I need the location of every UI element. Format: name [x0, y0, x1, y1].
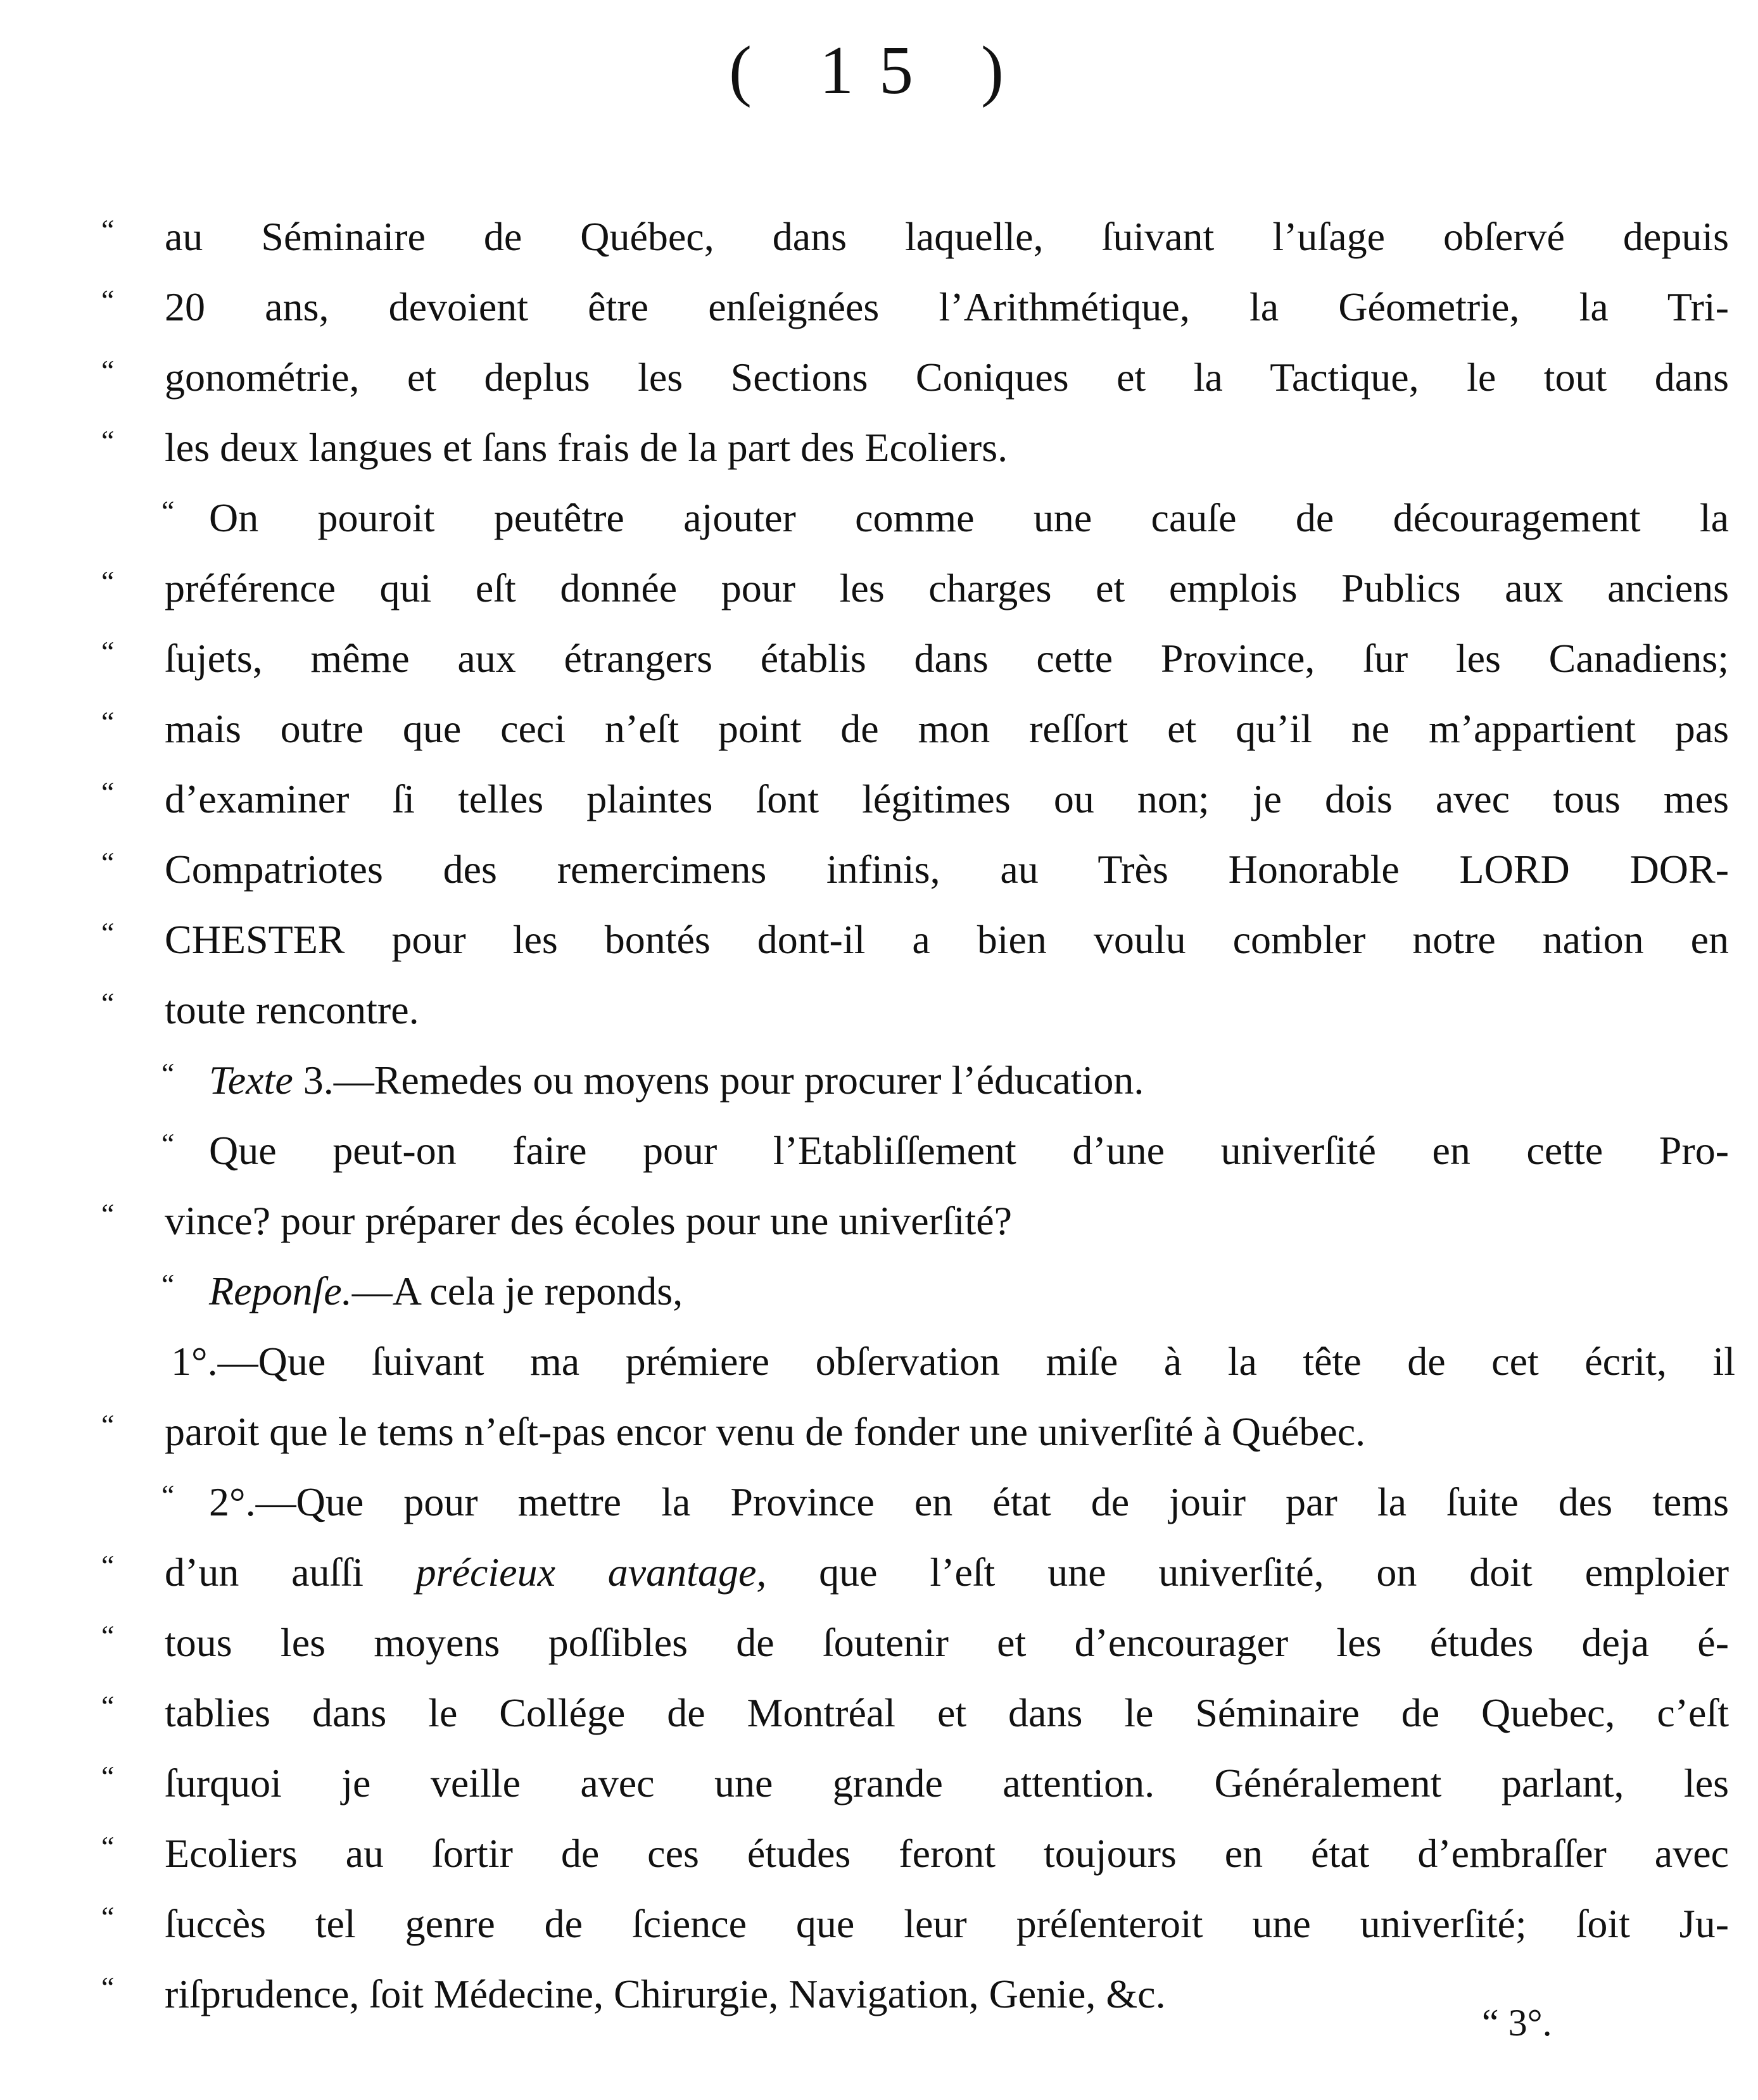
line-text: d’examiner ſi telles plaintes ſont légitimes ou non; je dois avec tous mes [165, 776, 1729, 821]
text-line [101, 834, 1729, 904]
text-line [101, 1186, 1640, 1256]
quote-mark: “ [101, 1971, 115, 2003]
line-text: les deux langues et ſans frais de la part des Ecoliers. [165, 425, 1008, 470]
text-line [101, 975, 1640, 1045]
text-line [101, 1326, 1735, 1396]
quote-mark: “ [101, 705, 115, 738]
quote-mark: “ [101, 354, 115, 386]
text-line [101, 483, 1729, 553]
text-line [101, 623, 1729, 693]
text-line [101, 764, 1729, 834]
italic-label: précieux avantage, [415, 1550, 767, 1595]
quote-mark: “ [101, 1901, 115, 1933]
line-text-rest: que l’eſt une univerſité, on doit emploier [819, 1550, 1730, 1595]
quote-mark: “ [101, 1760, 115, 1792]
quote-mark: “ [101, 424, 115, 457]
line-text: Que peut-on faire pour l’Etabliſſement d’une univerſité en cette Pro- [209, 1128, 1729, 1173]
catchword: “ 3°. [1482, 2002, 1552, 2044]
line-text: mais outre que ceci n’eſt point de mon reſſort et qu’il ne m’appartient pas [165, 706, 1729, 751]
text-line [101, 1396, 1640, 1467]
body-text [101, 201, 1735, 2029]
line-text: 2°.—Que pour mettre la Province en état de jouir par la ſuite des tems [209, 1479, 1729, 1524]
quote-mark: “ [161, 1057, 175, 1089]
line-text: au Séminaire de Québec, dans laquelle, ſuivant l’uſage obſervé depuis [165, 214, 1729, 259]
quote-mark: “ [101, 635, 115, 667]
quote-mark: “ [101, 1830, 115, 1863]
line-text: gonométrie, et deplus les Sections Coniques et la Tactique, le tout dans [165, 355, 1729, 400]
text-line [101, 412, 1640, 483]
text-line [101, 1537, 1730, 1607]
quote-mark: “ [161, 1479, 175, 1511]
quote-mark: “ [101, 1198, 115, 1230]
text-line [101, 342, 1729, 412]
quote-mark: “ [161, 1127, 175, 1160]
quote-mark: “ [101, 284, 115, 316]
italic-label: Reponſe. [209, 1268, 352, 1313]
text-line [101, 1818, 1729, 1888]
quote-mark: “ [101, 1690, 115, 1722]
quote-mark: “ [101, 1549, 115, 1581]
text-line [101, 201, 1729, 272]
quote-mark: “ [101, 916, 115, 949]
line-text: Compatriotes des remercimens infinis, au Très Honorable LORD DOR- [165, 847, 1729, 892]
line-text: paroit que le tems n’eſt-pas encor venu de fonder une univerſité à Québec. [165, 1409, 1366, 1454]
text-line [101, 272, 1729, 342]
line-text: 20 ans, devoient être enſeignées l’Arithmétique, la Géometrie, la Tri- [165, 284, 1729, 329]
line-text [209, 1045, 1729, 1115]
line-text: toute rencontre. [165, 987, 419, 1032]
quote-mark: “ [161, 1268, 175, 1300]
quote-mark: “ [101, 987, 115, 1019]
text-line [101, 1045, 1640, 1115]
text-line [101, 1115, 1729, 1186]
text-line [101, 904, 1729, 975]
quote-mark: “ [101, 213, 115, 246]
line-text-rest: 3.—Remedes ou moyens pour procurer l’éducation. [303, 1058, 1144, 1103]
line-text: Ecoliers au ſortir de ces études feront toujours en état d’embraſſer avec [165, 1831, 1729, 1876]
line-text: 1°.—Que ſuivant ma prémiere obſervation miſe à la tête de cet écrit, il [171, 1339, 1735, 1384]
text-line [101, 1256, 1640, 1326]
quote-mark: “ [101, 1619, 115, 1652]
quote-mark: “ [101, 846, 115, 878]
line-text: ſujets, même aux étrangers établis dans cette Province, ſur les Canadiens; [165, 636, 1729, 681]
quote-mark: “ [161, 495, 175, 527]
page-number: ( 15 ) [729, 33, 1029, 108]
line-text: tous les moyens poſſibles de ſoutenir et d’encourager les études deja é- [165, 1620, 1729, 1665]
line-text [165, 1537, 1729, 1607]
quote-mark: “ [101, 1408, 115, 1441]
text-line [101, 1467, 1729, 1537]
line-text-rest: —A cela je reponds, [351, 1268, 683, 1313]
line-text: tablies dans le Collége de Montréal et dans le Séminaire de Quebec, c’eſt [165, 1690, 1729, 1735]
italic-label: Texte [209, 1058, 293, 1103]
text-line [101, 553, 1729, 623]
text-line [101, 693, 1729, 764]
text-line [101, 1678, 1729, 1748]
text-line [101, 1888, 1729, 1959]
text-line [101, 1959, 1640, 2029]
text-line [101, 1607, 1729, 1678]
quote-mark: “ [101, 776, 115, 808]
quote-mark: “ [101, 565, 115, 597]
line-text [209, 1256, 1729, 1326]
line-text: ſuccès tel genre de ſcience que leur préſenteroit une univerſité; ſoit Ju- [165, 1901, 1729, 1946]
text-line [101, 1748, 1729, 1818]
line-text: préférence qui eſt donnée pour les charges et emplois Publics aux anciens [165, 566, 1729, 610]
line-text: ſurquoi je veille avec une grande attention. Généralement parlant, les [165, 1761, 1729, 1806]
line-text-pre: d’un auſſi [165, 1550, 364, 1595]
line-text: vince? pour préparer des écoles pour une univerſité? [165, 1198, 1013, 1243]
line-text: CHESTER pour les bontés dont-il a bien voulu combler notre nation en [165, 917, 1729, 962]
line-text: On pouroit peutêtre ajouter comme une cauſe de découragement la [209, 495, 1729, 540]
line-text: riſprudence, ſoit Médecine, Chirurgie, Navigation, Genie, &c. [165, 1971, 1166, 2016]
